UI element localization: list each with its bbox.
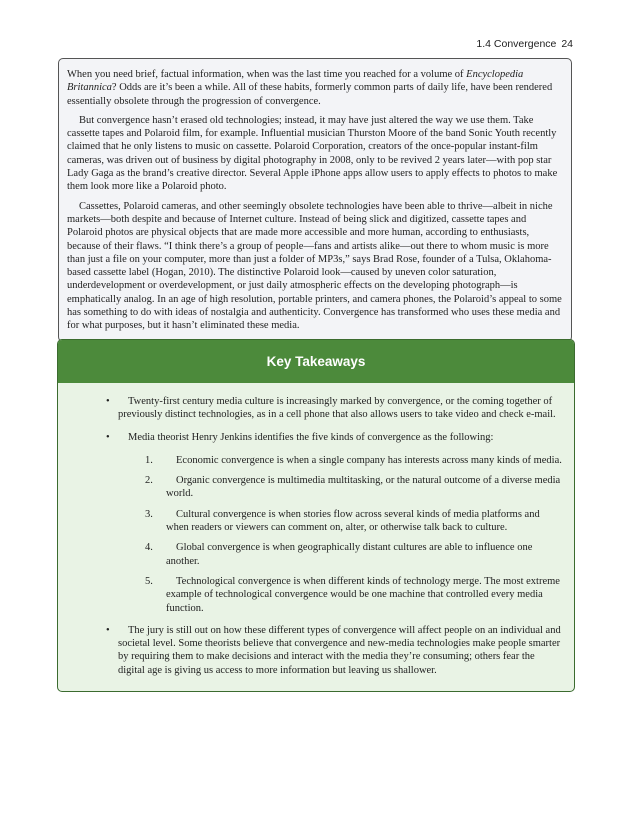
paragraph-1-text-a: When you need brief, factual information, when was the last time you reached for a volume of bbox=[67, 69, 467, 80]
item-number: 3. bbox=[145, 508, 153, 520]
key-takeaways-box bbox=[57, 339, 575, 692]
bullet-icon: • bbox=[106, 396, 110, 407]
paragraph-1-text-b: ? Odds are it’s been a while. All of these habits, formerly common parts of daily life, have been rendered essentially obsolete through the progression of convergence. bbox=[67, 82, 553, 107]
convergence-item bbox=[145, 508, 562, 535]
item-text: Organic convergence is multimedia multitasking, or the natural outcome of a diverse media world. bbox=[166, 475, 561, 500]
takeaway-item bbox=[106, 395, 562, 422]
item-number: 1. bbox=[145, 454, 153, 466]
convergence-item bbox=[145, 474, 562, 501]
item-text: Economic convergence is when a single company has interests across many kinds of media. bbox=[176, 454, 562, 466]
takeaway-item bbox=[106, 624, 562, 677]
paragraph-1 bbox=[67, 68, 563, 108]
convergence-item bbox=[145, 541, 562, 568]
item-text: Technological convergence is when different kinds of technology merge. The most extreme example of technological convergence would be one machine that controlled every media function. bbox=[166, 575, 560, 614]
bullet-icon: • bbox=[106, 431, 110, 443]
takeaways-list bbox=[106, 395, 562, 677]
takeaway-text: Twenty-first century media culture is increasingly marked by convergence, or the coming together of previously distinct technologies, as in a cell phone that also allows users to take video and check e-mail. bbox=[118, 396, 556, 421]
item-text: Global convergence is when geographically distant cultures are able to influence one another. bbox=[166, 542, 533, 567]
convergence-kinds-list bbox=[118, 454, 562, 615]
takeaway-text: Media theorist Henry Jenkins identifies the five kinds of convergence as the following: bbox=[128, 431, 494, 443]
key-takeaways-body bbox=[58, 383, 574, 691]
page-number: 24 bbox=[561, 38, 573, 50]
content-box bbox=[58, 58, 572, 342]
item-number: 2. bbox=[145, 475, 153, 487]
takeaway-text: The jury is still out on how these different types of convergence will affect people on an individual and societal level. Some theorists believe that convergence and new-media technologies make people smarter by requiring them to make decisions and interact with the media they’re consuming; others fear the digital age is giving us access to more information but leaving us shallower. bbox=[118, 624, 561, 676]
paragraph-2: But convergence hasn’t erased old technologies; instead, it may have just altered the way we use them. Take cassette tapes and Polaroid film, for example. Influential musician Thurston Moore of the band Sonic Youth recently claimed that he only listens to music on cassette. Polaroid Corporation, creators of the once-popular instant-film cameras, was driven out of business by digital photography in 2008, only to be revived 2 years later—with pop star Lady Gaga as the brand’s creative director. Several Apple iPhone apps allow users to apply effects to photos to make them look more like a Polaroid photo. bbox=[67, 114, 558, 193]
item-number: 5. bbox=[145, 575, 153, 587]
key-takeaways-title: Key Takeaways bbox=[58, 340, 574, 383]
paragraph-3: Cassettes, Polaroid cameras, and other seemingly obsolete technologies have been able to thrive—albeit in niche markets—both despite and because of Internet culture. Instead of being slick and digitized, cassette tapes and Polaroid photos are physical objects that are made more accessible and more human, according to enthusiasts, because of their flaws. “I think there’s a group of people—fans and artists alike—out there to whom music is more than just a file on your computer, more than just a folder of MP3s,” says Brad Rose, founder of a Tulsa, Oklahoma-based cassette label (Hogan, 2010). The distinctive Polaroid look—caused by uneven color saturation, underdevelopment or overdevelopment, or just daily atmospheric effects on the developing photograph—is emphatically analog. In an age of high resolution, portable printers, and camera phones, the Polaroid’s appeal to some has something to do with ideas of nostalgia and authenticity. Convergence has transformed who uses these media and for what purposes, but it hasn’t eliminated these media. bbox=[67, 200, 562, 332]
encyclopedia-title: Encyclopedia Britannica bbox=[67, 69, 524, 94]
convergence-item bbox=[145, 454, 562, 467]
item-number: 4. bbox=[145, 542, 153, 554]
convergence-item bbox=[145, 575, 562, 615]
running-header bbox=[474, 38, 573, 50]
item-text: Cultural convergence is when stories flow across several kinds of media platforms and when readers or viewers can comment on, alter, or otherwise talk back to culture. bbox=[166, 508, 540, 534]
section-title: 1.4 Convergence bbox=[476, 38, 557, 50]
takeaway-item bbox=[106, 431, 562, 615]
bullet-icon: • bbox=[106, 624, 110, 636]
